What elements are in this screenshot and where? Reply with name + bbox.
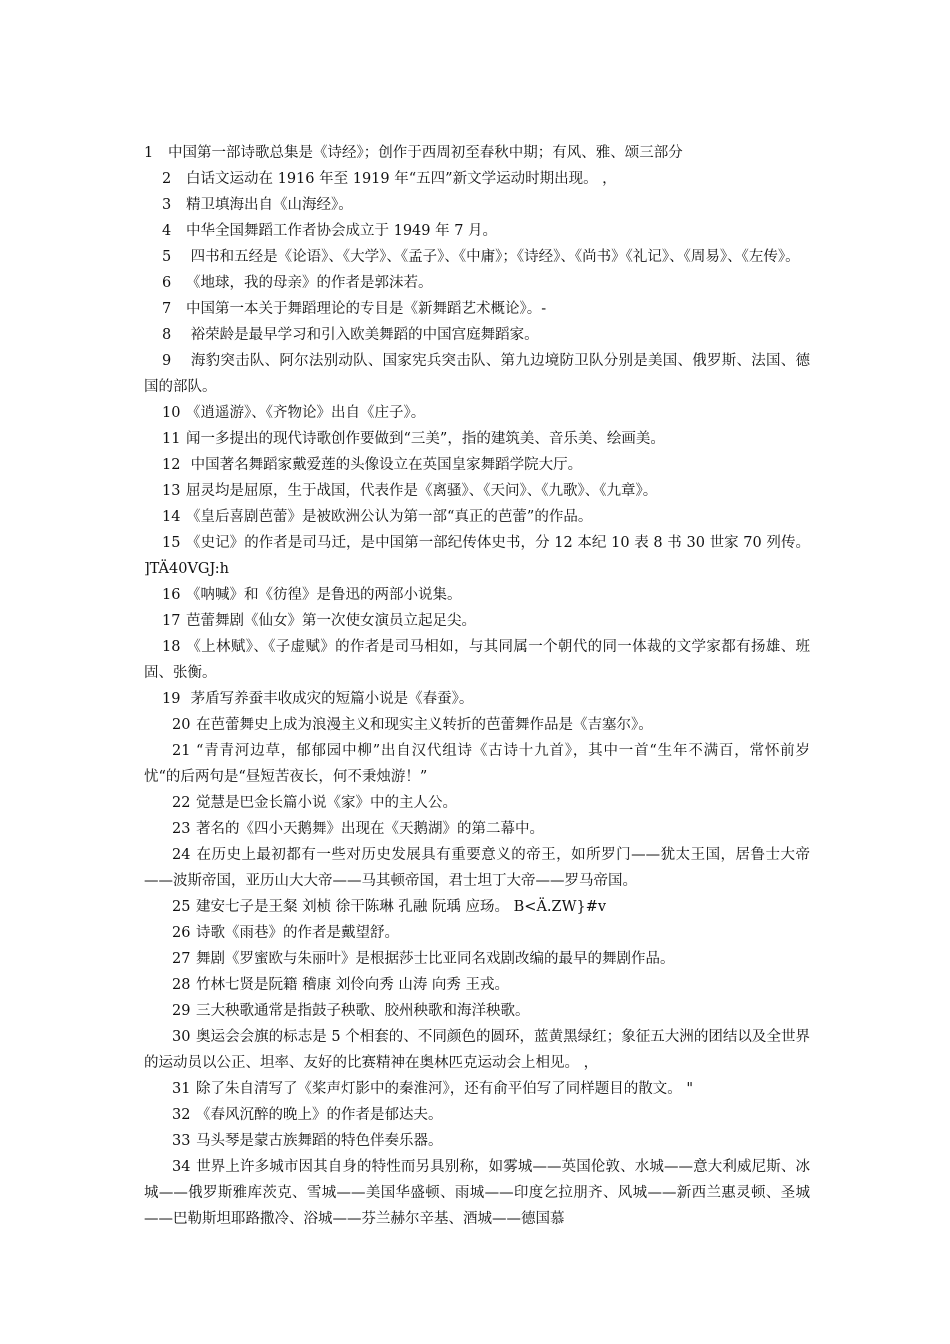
list-item xyxy=(144,296,810,322)
list-item xyxy=(144,218,810,244)
item-text: 中国著名舞蹈家戴爱莲的头像设立在英国皇家舞蹈学院大厅。 xyxy=(186,457,583,473)
document-page xyxy=(144,140,810,1232)
list-item xyxy=(144,452,810,478)
item-text: 《逍遥游》、《齐物论》出自《庄子》。 xyxy=(186,405,426,421)
item-text: 茅盾写养蚕丰收成灾的短篇小说是《春蚕》。 xyxy=(186,691,474,707)
item-number: 29 xyxy=(172,1003,191,1019)
item-number: 20 xyxy=(172,717,191,733)
list-item xyxy=(144,140,810,166)
item-text: 《皇后喜剧芭蕾》是被欧洲公认为第一部“真正的芭蕾”的作品。 xyxy=(186,509,593,525)
item-number: 21 xyxy=(172,743,191,759)
list-item xyxy=(144,634,810,686)
item-text: 中华全国舞蹈工作者协会成立于 1949 年 7 月。 xyxy=(186,223,498,239)
item-text: 马头琴是蒙古族舞蹈的特色伴奏乐器。 xyxy=(196,1133,443,1149)
item-text: 中国第一本关于舞蹈理论的专目是《新舞蹈艺术概论》。- xyxy=(186,301,547,317)
item-text: 精卫填海出自《山海经》。 xyxy=(186,197,353,213)
item-number: 23 xyxy=(172,821,191,837)
list-item xyxy=(144,504,810,530)
item-text: 世界上许多城市因其自身的特性而另具别称，如雾城——英国伦敦、水城——意大利威尼斯、冰城——俄罗斯雅库茨克、雪城——美国华盛顿、雨城——印度乞拉朋齐、风城——新西兰惠灵顿、圣城——巴勒斯坦耶路撒冷、浴城——芬兰赫尔辛基、酒城——德国慕 xyxy=(144,1159,810,1227)
item-text: 《史记》的作者是司马迁，是中国第一部纪传体史书，分 12 本纪 10 表 8 书 30 世家 70 列传。 ]TÄ40VGJ:h xyxy=(144,535,810,577)
item-text: 舞剧《罗蜜欧与朱丽叶》是根据莎士比亚同名戏剧改编的最早的舞剧作品。 xyxy=(196,951,675,967)
list-item xyxy=(144,920,810,946)
item-text: 《呐喊》和《彷徨》是鲁迅的两部小说集。 xyxy=(186,587,462,603)
list-item xyxy=(144,946,810,972)
item-number: 3 xyxy=(162,197,172,213)
item-text: 屈灵均是屈原，生于战国，代表作是《离骚》、《天问》、《九歌》、《九章》。 xyxy=(186,483,658,499)
item-text: 诗歌《雨巷》的作者是戴望舒。 xyxy=(196,925,399,941)
item-text: 觉慧是巴金长篇小说《家》中的主人公。 xyxy=(196,795,457,811)
list-item xyxy=(144,842,810,894)
item-number: 7 xyxy=(162,301,172,317)
item-number: 32 xyxy=(172,1107,191,1123)
item-text: 海豹突击队、阿尔法别动队、国家宪兵突击队、第九边境防卫队分别是美国、俄罗斯、法国、德国的部队。 xyxy=(144,353,810,395)
item-number: 12 xyxy=(162,457,181,473)
list-item xyxy=(144,166,810,192)
item-number: 8 xyxy=(162,327,172,343)
item-number: 19 xyxy=(162,691,181,707)
item-text: “青青河边草，郁郁园中柳”出自汉代组诗《古诗十九首》，其中一首“生年不满百，常怀前岁忧“的后两句是“昼短苦夜长，何不秉烛游！” xyxy=(144,743,810,785)
item-text: 四书和五经是《论语》、《大学》、《孟子》、《中庸》；《诗经》、《尚书》《礼记》、《周易》、《左传》。 xyxy=(186,249,800,265)
list-item xyxy=(144,608,810,634)
item-number: 18 xyxy=(162,639,181,655)
item-text: 芭蕾舞剧《仙女》第一次使女演员立起足尖。 xyxy=(186,613,476,629)
list-item xyxy=(144,1128,810,1154)
item-text: 奥运会会旗的标志是 5 个相套的、不同颜色的圆环，蓝黄黑绿红；象征五大洲的团结以及全世界的运动员以公正、坦率、友好的比赛精神在奥林匹克运动会上相见。 ， xyxy=(144,1029,810,1071)
item-number: 4 xyxy=(162,223,172,239)
list-item xyxy=(144,972,810,998)
list-item xyxy=(144,426,810,452)
item-number: 17 xyxy=(162,613,181,629)
list-item xyxy=(144,270,810,296)
item-number: 16 xyxy=(162,587,181,603)
list-item xyxy=(144,998,810,1024)
item-number: 5 xyxy=(162,249,172,265)
item-text: 《地球，我的母亲》的作者是郭沫若。 xyxy=(186,275,433,291)
list-item xyxy=(144,348,810,400)
item-text: 竹林七贤是阮籍 稽康 刘伶向秀 山涛 向秀 王戎。 xyxy=(196,977,510,993)
item-number: 34 xyxy=(172,1159,191,1175)
item-number: 1 xyxy=(144,145,154,161)
list-item xyxy=(144,1024,810,1076)
list-item xyxy=(144,478,810,504)
item-text: 《春风沉醉的晚上》的作者是郁达夫。 xyxy=(196,1107,443,1123)
item-number: 6 xyxy=(162,275,172,291)
item-number: 13 xyxy=(162,483,181,499)
item-text: 在历史上最初都有一些对历史发展具有重要意义的帝王，如所罗门——犹太王国，居鲁士大帝——波斯帝国，亚历山大大帝——马其顿帝国，君士坦丁大帝——罗马帝国。 xyxy=(144,847,810,889)
list-item xyxy=(144,1154,810,1232)
list-item xyxy=(144,816,810,842)
item-number: 14 xyxy=(162,509,181,525)
item-number: 33 xyxy=(172,1133,191,1149)
item-number: 24 xyxy=(172,847,191,863)
item-number: 26 xyxy=(172,925,191,941)
item-number: 2 xyxy=(162,171,172,187)
item-number: 25 xyxy=(172,899,191,915)
item-number: 22 xyxy=(172,795,191,811)
item-number: 15 xyxy=(162,535,181,551)
item-text: 三大秧歌通常是指鼓子秧歌、胶州秧歌和海洋秧歌。 xyxy=(196,1003,530,1019)
item-text: 中国第一部诗歌总集是《诗经》；创作于西周初至春秋中期；有风、雅、颂三部分 xyxy=(168,145,683,161)
item-text: 在芭蕾舞史上成为浪漫主义和现实主义转折的芭蕾舞作品是《吉塞尔》。 xyxy=(196,717,653,733)
list-item xyxy=(144,738,810,790)
item-number: 30 xyxy=(172,1029,191,1045)
list-item xyxy=(144,1076,810,1102)
item-number: 11 xyxy=(162,431,181,447)
item-text: 除了朱自清写了《桨声灯影中的秦淮河》，还有俞平伯写了同样题目的散文。 " xyxy=(196,1081,694,1097)
item-number: 10 xyxy=(162,405,181,421)
item-number: 28 xyxy=(172,977,191,993)
item-text: 白话文运动在 1916 年至 1919 年“五四”新文学运动时期出现。 ， xyxy=(186,171,617,187)
list-item xyxy=(144,790,810,816)
list-item xyxy=(144,582,810,608)
item-number: 9 xyxy=(162,353,172,369)
item-number: 31 xyxy=(172,1081,191,1097)
list-item xyxy=(144,244,810,270)
list-item xyxy=(144,712,810,738)
item-text: 裕荣龄是最早学习和引入欧美舞蹈的中国宫庭舞蹈家。 xyxy=(186,327,539,343)
list-item xyxy=(144,400,810,426)
list-item xyxy=(144,894,810,920)
list-item xyxy=(144,192,810,218)
list-item xyxy=(144,530,810,582)
list-item xyxy=(144,686,810,712)
item-text: 《上林赋》、《子虚赋》的作者是司马相如，与其同属一个朝代的同一体裁的文学家都有扬雄、班固、张衡。 xyxy=(144,639,810,681)
list-item xyxy=(144,322,810,348)
item-text: 建安七子是王粲 刘桢 徐干陈琳 孔融 阮瑀 应玚。 B<Ä.ZW}#v xyxy=(196,899,607,915)
item-text: 闻一多提出的现代诗歌创作要做到“三美”，指的建筑美、音乐美、绘画美。 xyxy=(186,431,665,447)
item-text: 著名的《四小天鹅舞》出现在《天鹅湖》的第二幕中。 xyxy=(196,821,544,837)
list-item xyxy=(144,1102,810,1128)
item-number: 27 xyxy=(172,951,191,967)
